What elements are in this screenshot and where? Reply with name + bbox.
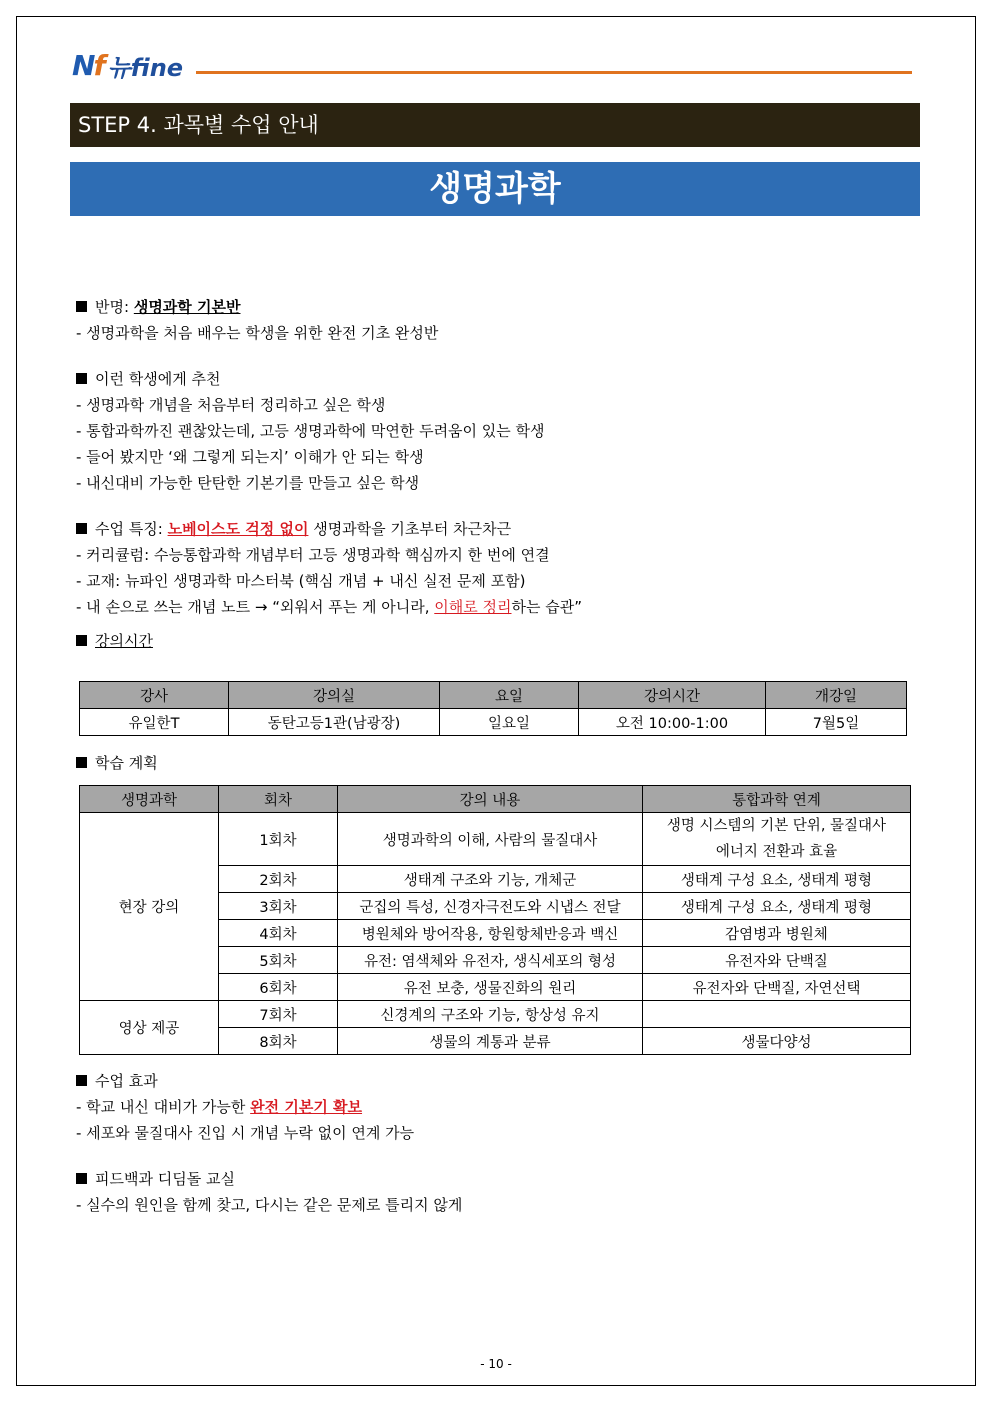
group-cell: 현장 강의 — [80, 813, 219, 1001]
square-bullet-icon — [76, 635, 87, 646]
table-cell: 생태계 구조와 기능, 개체군 — [338, 866, 643, 893]
list-item: - 내 손으로 쓰는 개념 노트 → “외워서 푸는 게 아니라, 이해로 정리하는 습관” — [76, 598, 582, 616]
table-header: 통합과학 연계 — [643, 786, 911, 813]
table-cell: 생물의 계통과 분류 — [338, 1028, 643, 1055]
table-cell: 병원체와 방어작용, 항원항체반응과 백신 — [338, 920, 643, 947]
logo-mark: Nf — [72, 48, 104, 82]
table-row — [80, 1001, 911, 1028]
table-header: 강사 — [80, 682, 229, 709]
table-cell: 7회차 — [219, 1001, 338, 1028]
table-cell: 생태계 구성 요소, 생태계 평형 — [643, 866, 911, 893]
table-cell — [643, 1001, 911, 1028]
table-cell: 일요일 — [440, 709, 579, 736]
table-cell: 8회차 — [219, 1028, 338, 1055]
table-cell: 유전자와 단백질 — [643, 947, 911, 974]
list-item: - 통합과학까진 괜찮았는데, 고등 생명과학에 막연한 두려움이 있는 학생 — [76, 422, 545, 440]
schedule-table — [79, 681, 907, 736]
group-cell: 영상 제공 — [80, 1001, 219, 1055]
class-name-heading: 반명: 생명과학 기본반 — [76, 294, 916, 320]
effect-section — [76, 1068, 916, 1218]
step-title: STEP 4. 과목별 수업 안내 — [70, 103, 920, 147]
table-cell: 유전: 염색체와 유전자, 생식세포의 형성 — [338, 947, 643, 974]
table-header: 강의시간 — [579, 682, 766, 709]
table-cell: 4회차 — [219, 920, 338, 947]
feedback-heading: 피드백과 디딤돌 교실 — [76, 1166, 916, 1192]
list-item: - 커리큘럼: 수능통합과학 개념부터 고등 생명과학 핵심까지 한 번에 연결 — [76, 546, 550, 564]
logo — [72, 48, 183, 82]
header-rule — [196, 71, 912, 74]
schedule-heading: 강의시간 — [76, 628, 916, 654]
table-cell: 신경계의 구조와 기능, 항상성 유지 — [338, 1001, 643, 1028]
list-item: - 생명과학 개념을 처음부터 정리하고 싶은 학생 — [76, 396, 386, 414]
table-header: 강의실 — [229, 682, 440, 709]
table-cell: 1회차 — [219, 813, 338, 866]
note-highlight: 이해로 정리 — [434, 598, 512, 616]
table-cell: 5회차 — [219, 947, 338, 974]
table-row — [80, 709, 907, 736]
table-header: 개강일 — [766, 682, 907, 709]
page-number: - 10 - — [480, 1357, 512, 1371]
list-item: - 실수의 원인을 함께 찾고, 다시는 같은 문제로 틀리지 않게 — [76, 1196, 463, 1214]
table-cell: 3회차 — [219, 893, 338, 920]
table-cell: 유일한T — [80, 709, 229, 736]
subject-title: 생명과학 — [70, 162, 920, 216]
list-item: - 학교 내신 대비가 가능한 완전 기본기 확보 — [76, 1098, 363, 1116]
table-cell: 생물다양성 — [643, 1028, 911, 1055]
class-name-value: 생명과학 기본반 — [133, 298, 241, 316]
square-bullet-icon — [76, 523, 87, 534]
plan-heading: 학습 계획 — [76, 750, 158, 776]
square-bullet-icon — [76, 1075, 87, 1086]
table-cell: 2회차 — [219, 866, 338, 893]
table-cell: 오전 10:00-1:00 — [579, 709, 766, 736]
features-highlight: 노베이스도 걱정 없이 — [167, 520, 309, 538]
table-header: 강의 내용 — [338, 786, 643, 813]
table-cell: 6회차 — [219, 974, 338, 1001]
table-cell: 7월5일 — [766, 709, 907, 736]
list-item: - 내신대비 가능한 탄탄한 기본기를 만들고 싶은 학생 — [76, 474, 420, 492]
content — [76, 294, 916, 654]
list-item: - 교재: 뉴파인 생명과학 마스터북 (핵심 개념 + 내신 실전 문제 포함) — [76, 572, 526, 590]
effect-heading: 수업 효과 — [76, 1068, 916, 1094]
list-item: - 들어 봤지만 ‘왜 그렇게 되는지’ 이해가 안 되는 학생 — [76, 448, 424, 466]
square-bullet-icon — [76, 373, 87, 384]
effect-highlight: 완전 기본기 확보 — [250, 1098, 363, 1116]
table-cell: 동탄고등1관(남광장) — [229, 709, 440, 736]
plan-table — [79, 785, 911, 1055]
table-cell: 유전 보충, 생물진화의 원리 — [338, 974, 643, 1001]
table-cell: 생태계 구성 요소, 생태계 평형 — [643, 893, 911, 920]
table-header: 회차 — [219, 786, 338, 813]
table-cell: 감염병과 병원체 — [643, 920, 911, 947]
table-cell: 유전자와 단백질, 자연선택 — [643, 974, 911, 1001]
square-bullet-icon — [76, 1173, 87, 1184]
list-item: - 세포와 물질대사 진입 시 개념 누락 없이 연계 가능 — [76, 1124, 415, 1142]
square-bullet-icon — [76, 301, 87, 312]
recommend-heading: 이런 학생에게 추천 — [76, 366, 916, 392]
square-bullet-icon — [76, 757, 87, 768]
class-desc: - 생명과학을 처음 배우는 학생을 위한 완전 기초 완성반 — [76, 324, 439, 342]
table-header-row — [80, 682, 907, 709]
logo-text: 뉴fine — [107, 53, 184, 82]
features-heading: 수업 특징: 노베이스도 걱정 없이 생명과학을 기초부터 차근차근 — [76, 516, 916, 542]
table-header: 요일 — [440, 682, 579, 709]
table-row — [80, 813, 911, 866]
table-header-row — [80, 786, 911, 813]
table-header: 생명과학 — [80, 786, 219, 813]
table-cell: 생명과학의 이해, 사람의 물질대사 — [338, 813, 643, 866]
table-cell: 군집의 특성, 신경자극전도와 시냅스 전달 — [338, 893, 643, 920]
table-cell: 생명 시스템의 기본 단위, 물질대사 에너지 전환과 효율 — [643, 813, 911, 866]
